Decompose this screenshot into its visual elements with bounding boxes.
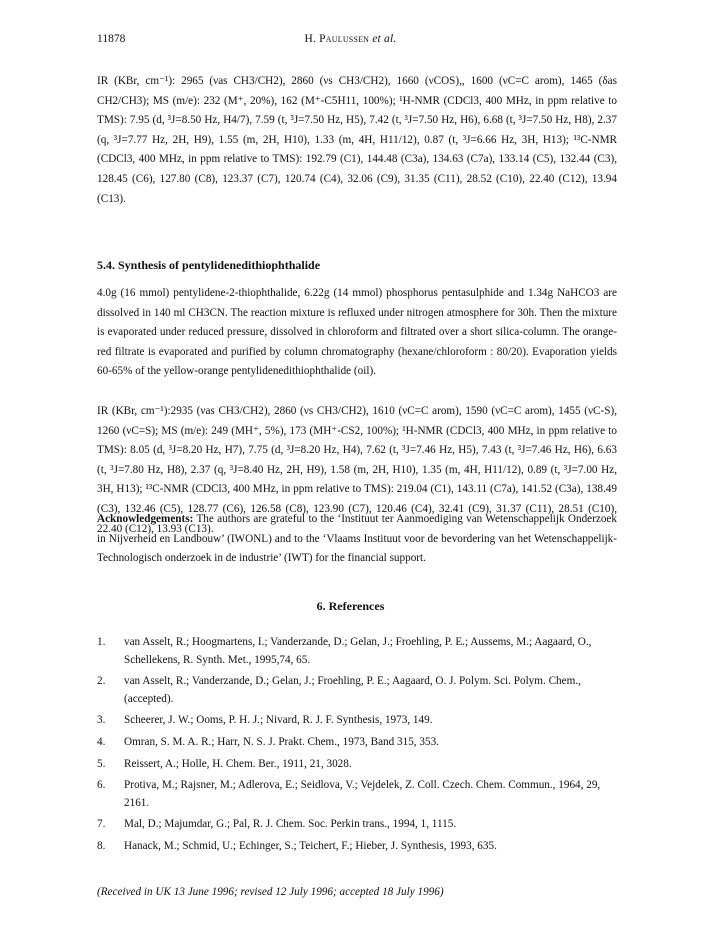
reference-item	[97, 634, 617, 669]
reference-number: 3.	[97, 714, 106, 727]
reference-item	[97, 816, 617, 834]
page-number: 11878	[97, 33, 126, 45]
reference-number: 1.	[97, 636, 106, 648]
reference-text: van Asselt, R.; Vanderzande, D.; Gelan, J.; Froehling, P. E.; Aagaard, O. J. Polym. Sci. Polym. Chem., (accepted).	[124, 675, 581, 705]
reference-text: Scheerer, J. W.; Ooms, P. H. J.; Nivard, R. J. F. Synthesis, 1973, 149.	[124, 714, 433, 727]
reference-item	[97, 734, 617, 752]
reference-list	[97, 634, 617, 860]
reference-number: 2.	[97, 675, 106, 688]
reference-text: Mal, D.; Majumdar, G.; Pal, R. J. Chem. Soc. Perkin trans., 1994, 1, 1115.	[124, 818, 457, 831]
reference-text: Omran, S. M. A. R.; Harr, N. S. J. Prakt. Chem., 1973, Band 315, 353.	[124, 735, 439, 748]
running-title	[0, 33, 701, 45]
running-title-etal: et al.	[372, 33, 397, 45]
acknowledgements-text: The authors are grateful to the ‘Instituut ter Aanmoediging van Wetenschappelijk Onderzoek in Nijverheid en Landbouw’ (IWONL) and to the ‘Vlaams Instituut voor de bevordering van het Wetenschappelijk-Technologisch onderzoek in de industrie’ (IWT) for the financial support.	[97, 513, 617, 565]
received-dates: (Received in UK 13 June 1996; revised 12 July 1996; accepted 18 July 1996)	[97, 886, 444, 898]
synthesis-paragraph: 4.0g (16 mmol) pentylidene-2-thiophthalide, 6.22g (14 mmol) phosphorus pentasulphide and 1.34g NaHCO3 are dissolved in 140 ml CH3CN. The reaction mixture is refluxed under nitrogen atmosphere for 30h. Then the mixture is evaporated under reduced pressure, dissolved in chloroform and filtrated over a short silica-column. The orange-red filtrate is evaporated and purified by column chromatography (hexane/chloroform : 80/20). Evaporation yields 60-65% of the yellow-orange pentylidenedithiophthalide (oil).	[97, 287, 617, 378]
reference-number: 5.	[97, 757, 106, 770]
acknowledgements	[97, 510, 617, 569]
reference-text: Reissert, A.; Holle, H. Chem. Ber., 1911, 21, 3028.	[124, 757, 352, 770]
reference-text: Protiva, M.; Rajsner, M.; Adlerova, E.; Seidlova, V.; Vejdelek, Z. Coll. Czech. Chem. Commun., 1964, 29, 2161.	[124, 779, 601, 809]
reference-item	[97, 673, 617, 708]
reference-item	[97, 756, 617, 774]
reference-text: van Asselt, R.; Hoogmartens, I.; Vanderzande, D.; Gelan, J.; Froehling, P. E.; Aussems, M.; Aagaard, O., Schellekens, R. Synth. Met., 1995,74, 65.	[124, 636, 592, 666]
section-heading: 5.4. Synthesis of pentylidenedithiophthalide	[97, 258, 321, 272]
reference-text: Hanack, M.; Schmid, U.; Echinger, S.; Teichert, F.; Hieber, J. Synthesis, 1993, 635.	[124, 839, 497, 852]
ir-data-paragraph: IR (KBr, cm⁻¹): 2965 (νas CH3/CH2), 2860 (νs CH3/CH2), 1660 (νCOS),, 1600 (νC=C arom), 1465 (δas CH2/CH3); MS (m/e): 232 (M⁺, 20%), 162 (M⁺-C5H11, 100%); ¹H-NMR (CDCl3, 400 MHz, in ppm relative to TMS): 7.95 (d, ³J=8.50 Hz, H4/7), 7.59 (t, ³J=7.50 Hz, H5), 7.42 (t, ³J=7.50 Hz, H6), 6.68 (t, ³J=7.50 Hz, H8), 2.37 (q, ³J=7.77 Hz, 2H, H9), 1.55 (m, 2H, H10), 1.33 (m, 4H, H11/12), 0.87 (t, ³J=6.66 Hz, 3H, H13); ¹³C-NMR (CDCl3, 400 MHz, in ppm relative to TMS): 192.79 (C1), 144.48 (C3a), 134.63 (C7a), 133.14 (C5), 132.44 (C3), 128.45 (C6), 127.80 (C8), 123.37 (C7), 120.74 (C4), 32.06 (C9), 31.35 (C11), 28.52 (C10), 22.40 (C12), 13.94 (C13).	[97, 75, 617, 205]
reference-number: 7.	[97, 818, 106, 831]
ir-data-paragraph-2: IR (KBr, cm⁻¹):2935 (νas CH3/CH2), 2860 (νs CH3/CH2), 1610 (νC=C arom), 1590 (νC=C arom), 1455 (νC-S), 1260 (νC=S); MS (m/e): 249 (MH⁺, 5%), 173 (MH⁺-CS2, 100%); ¹H-NMR (CDCl3, 400 MHz, in ppm relative to TMS): 8.05 (d, ³J=8.20 Hz, H7), 7.75 (d, ³J=8.20 Hz, H4), 7.62 (t, ³J=7.46 Hz, H5), 7.43 (t, ³J=7.46 Hz, H6), 6.63 (t, ³J=7.80 Hz, H8), 2.37 (q, ³J=8.40 Hz, 2H, H9), 1.58 (m, 2H, H10), 1.35 (m, 4H, H11/12), 0.89 (t, ³J=7.00 Hz, 3H, H13); ¹³C-NMR (CDCl3, 400 MHz, in ppm relative to TMS): 219.04 (C1), 143.11 (C7a), 141.52 (C3a), 138.49 (C3), 132.46 (C5), 128.77 (C6), 126.58 (C8), 123.90 (C7), 120.46 (C4), 32.41 (C9), 31.37 (C11), 28.51 (C10), 22.40 (C12), 13.93 (C13).	[97, 405, 617, 535]
reference-number: 8.	[97, 839, 106, 852]
acknowledgements-label: Acknowledgements:	[97, 513, 194, 525]
running-title-author: H. Paulussen	[304, 33, 370, 45]
reference-number: 6.	[97, 779, 106, 792]
reference-item	[97, 777, 617, 812]
references-heading: 6. References	[316, 599, 385, 613]
reference-item	[97, 838, 617, 856]
reference-item	[97, 712, 617, 730]
reference-number: 4.	[97, 735, 106, 748]
